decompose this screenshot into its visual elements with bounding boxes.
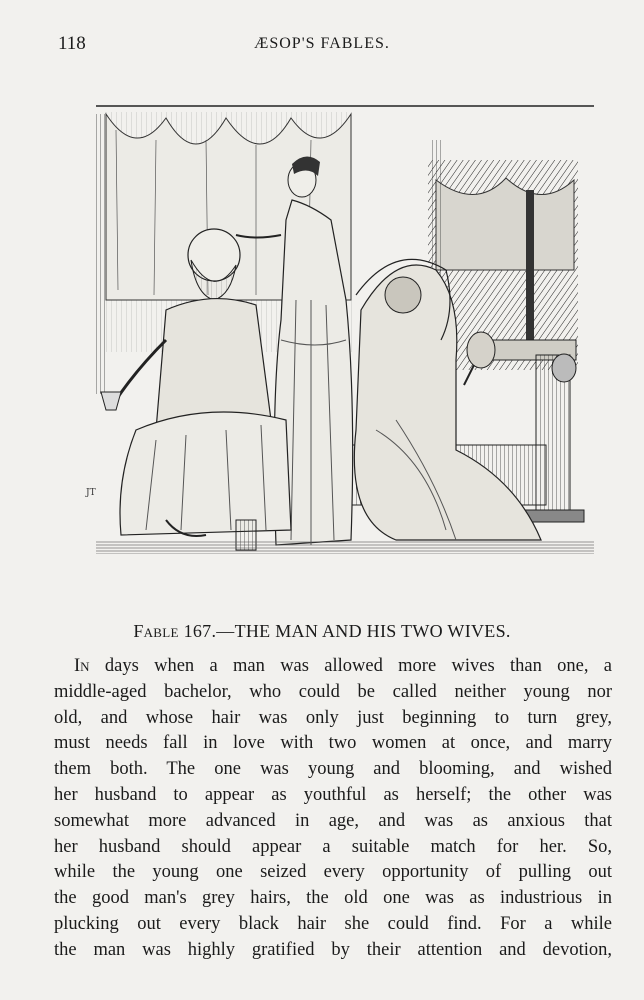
artist-monogram: JT [86, 488, 96, 498]
text-line: while the young one seized every opportunity of pulling out [54, 862, 612, 883]
text-line: them both. The one was young and blooming, and wished [54, 759, 612, 780]
text-line: the good man's grey hairs, the old one was as industrious in [54, 888, 612, 909]
text-line: her husband to appear as youthful as herself; the other was [54, 784, 612, 805]
cup-icon [101, 392, 121, 410]
fable-body [54, 654, 612, 964]
text-line: the man was highly gratified by their attention and devotion, [54, 939, 612, 960]
text-line: old, and whose hair was only just beginning to turn grey, [54, 707, 612, 728]
text-line: her husband should appear a suitable match for her. So, [54, 836, 612, 857]
text-line: middle-aged bachelor, who could be called neither young nor [54, 681, 612, 702]
running-head: ÆSOP'S FABLES. [254, 35, 390, 52]
page-number: 118 [58, 33, 86, 54]
fable-title [0, 621, 644, 642]
fable-number: Fable 167. [133, 621, 217, 641]
fable-title-text: —THE MAN AND HIS TWO WIVES. [216, 621, 511, 641]
hand-mirror-icon [467, 332, 495, 368]
text-line: must needs fall in love with two women at once, and marry [54, 733, 612, 754]
fable-illustration [86, 100, 594, 562]
text-line: plucking out every black hair she could find. For a while [54, 913, 612, 934]
drop-word: In [74, 656, 90, 676]
text-line: In days when a man was allowed more wives than one, a [74, 656, 612, 676]
text-line: somewhat more advanced in age, and was as anxious that [54, 810, 612, 831]
floor [96, 540, 594, 554]
page-header [0, 33, 644, 59]
